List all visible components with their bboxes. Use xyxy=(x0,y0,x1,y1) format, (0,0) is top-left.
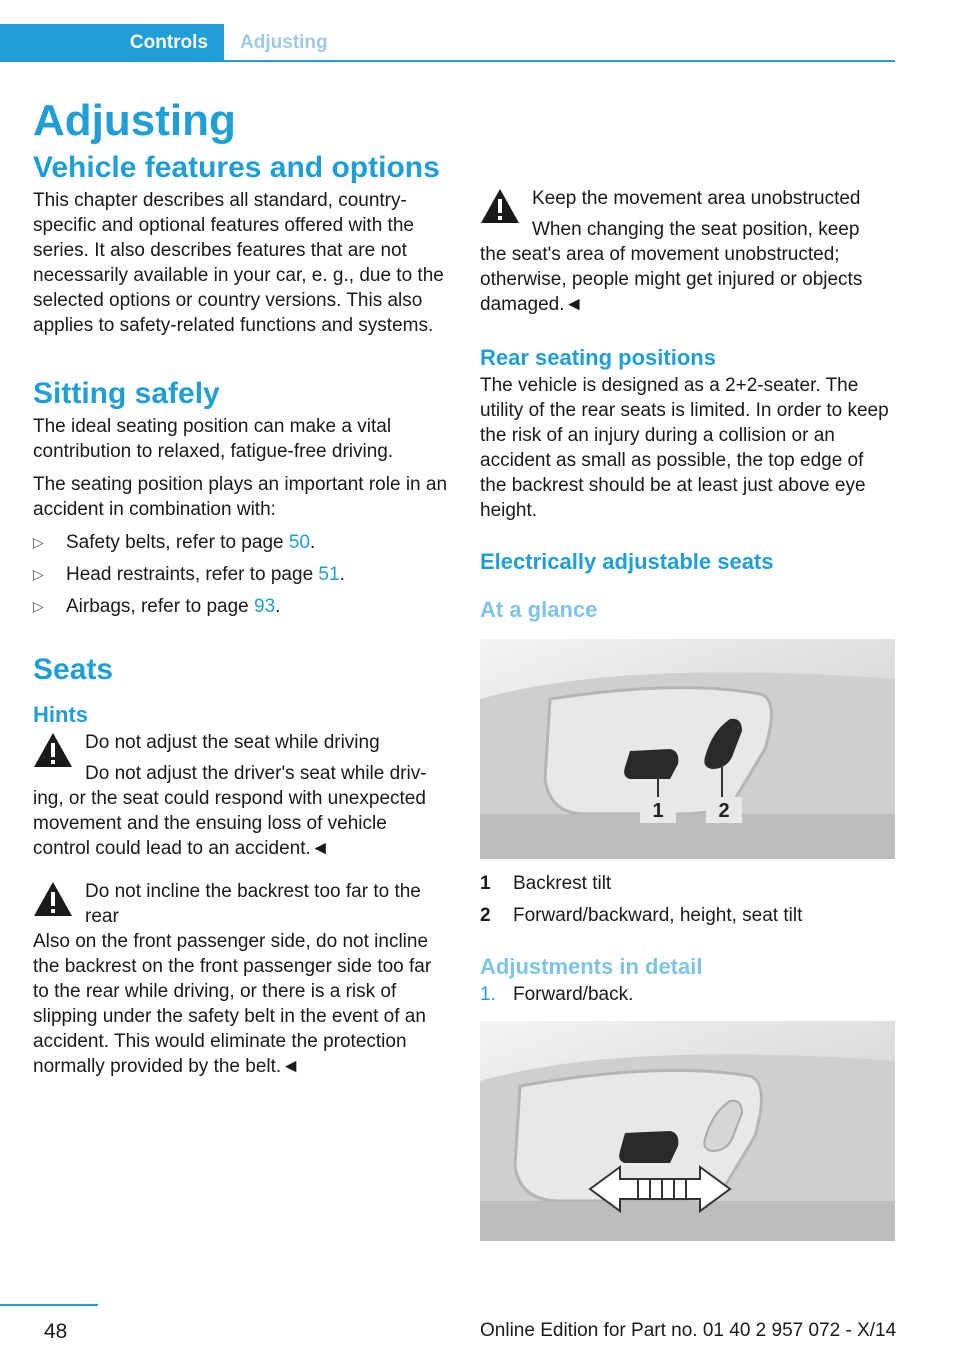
legend-text: Backrest tilt xyxy=(513,873,612,894)
triangle-bullet-icon: ▷ xyxy=(33,566,44,582)
legend-row xyxy=(480,871,895,896)
sitting-heading: Sitting safely xyxy=(33,377,220,410)
footer-rule xyxy=(0,1304,98,1306)
left-column xyxy=(33,92,448,1089)
warning-body-first: When changing the seat position, keep xyxy=(532,219,860,240)
warning-triangle-icon xyxy=(33,732,73,768)
warning-triangle-icon xyxy=(480,188,520,224)
page-link[interactable]: 50 xyxy=(288,532,310,553)
sitting-bullet-list xyxy=(33,530,448,619)
header-tab-controls xyxy=(0,24,224,62)
list-item xyxy=(33,562,448,587)
footer-edition: Online Edition for Part no. 01 40 2 957 072 - X/14 xyxy=(480,1320,897,1341)
right-column xyxy=(480,186,895,1241)
warning-block-driving xyxy=(33,730,448,861)
legend-number: 2 xyxy=(480,905,491,926)
step-item xyxy=(480,982,895,1007)
photo-label-1: 1 xyxy=(652,800,664,822)
triangle-bullet-icon: ▷ xyxy=(33,534,44,550)
step-number: 1. xyxy=(480,984,496,1005)
photo-label-2: 2 xyxy=(718,800,730,822)
page-link[interactable]: 93 xyxy=(254,596,276,617)
warning-body-first: Do not adjust the driver's seat while driv- xyxy=(85,763,427,784)
bullet-end: . xyxy=(275,596,281,617)
step-text: Forward/back. xyxy=(513,984,634,1005)
seat-forward-back-photo xyxy=(480,1021,895,1241)
rear-seating-body: The vehicle is designed as a 2+2-seater. The utility of the rear seats is limited. In order to keep the risk of an injury during a collision or an accident as small as possible, the top edge of the backrest should be at least just above eye height. xyxy=(480,375,889,521)
hints-heading: Hints xyxy=(33,702,88,727)
warning-title: Keep the movement area unobstructed xyxy=(532,188,861,209)
bullet-end: . xyxy=(310,532,316,553)
at-a-glance-heading: At a glance xyxy=(480,597,598,622)
sitting-paragraph-2: The seating position plays an important role in an accident in combination with: xyxy=(33,474,448,520)
warning-block-backrest xyxy=(33,879,448,1079)
header-tab-adjusting xyxy=(240,24,328,62)
legend-text: Forward/backward, height, seat tilt xyxy=(513,905,803,926)
electric-seats-heading: Electrically adjustable seats xyxy=(480,549,774,574)
header-rule xyxy=(0,60,895,62)
seat-controls-photo xyxy=(480,639,895,859)
triangle-bullet-icon: ▷ xyxy=(33,598,44,614)
page-title: Adjusting xyxy=(33,96,236,145)
warning-triangle-icon xyxy=(33,881,73,917)
forward-back-illustration xyxy=(480,1021,895,1241)
list-item xyxy=(33,594,448,619)
warning-body: Also on the front passenger side, do not incline the backrest on the front passenger side too far to the rear while driving, or there is a risk of slipping under the safety belt in the event of an accident. This would eliminate the protection normally provided by the belt.◄ xyxy=(33,931,432,1077)
legend-number: 1 xyxy=(480,873,491,894)
seat-controls-illustration xyxy=(480,639,895,859)
adjustments-detail-heading: Adjustments in detail xyxy=(480,954,703,979)
bullet-end: . xyxy=(339,564,345,585)
rear-seating-heading: Rear seating positions xyxy=(480,345,716,370)
warning-body-rest: the seat's area of movement unobstructed; otherwise, people might get injured or objects damaged.◄ xyxy=(480,244,863,315)
warning-block-movement xyxy=(480,186,895,317)
warning-title-first: Do not incline the backrest too far to the xyxy=(85,881,421,902)
bullet-text: Airbags, refer to page xyxy=(66,596,254,617)
features-heading: Vehicle features and options xyxy=(33,151,440,184)
warning-body-rest: ing, or the seat could respond with unexpected movement and the ensuing loss of vehicle control could lead to an accident.◄ xyxy=(33,788,426,859)
list-item xyxy=(33,530,448,555)
seats-heading: Seats xyxy=(33,653,114,686)
header-tab-controls-label: Controls xyxy=(129,32,208,53)
legend-row xyxy=(480,903,895,928)
warning-title: Do not adjust the seat while driving xyxy=(85,732,380,753)
warning-title-rest: rear xyxy=(85,906,119,927)
header-tab-adjusting-label: Adjusting xyxy=(240,32,328,53)
bullet-text: Head restraints, refer to page xyxy=(66,564,319,585)
bullet-text: Safety belts, refer to page xyxy=(66,532,289,553)
page-link[interactable]: 51 xyxy=(318,564,340,585)
sitting-paragraph-1: The ideal seating position can make a vital contribution to relaxed, fatigue-free driving. xyxy=(33,416,394,462)
page-number: 48 xyxy=(44,1320,68,1343)
features-body: This chapter describes all standard, country-specific and optional features offered with the series. It also describes features that are not necessarily available in your car, e. g., due to the selected options or country versions. This also applies to safety-related functions and systems. xyxy=(33,190,444,336)
